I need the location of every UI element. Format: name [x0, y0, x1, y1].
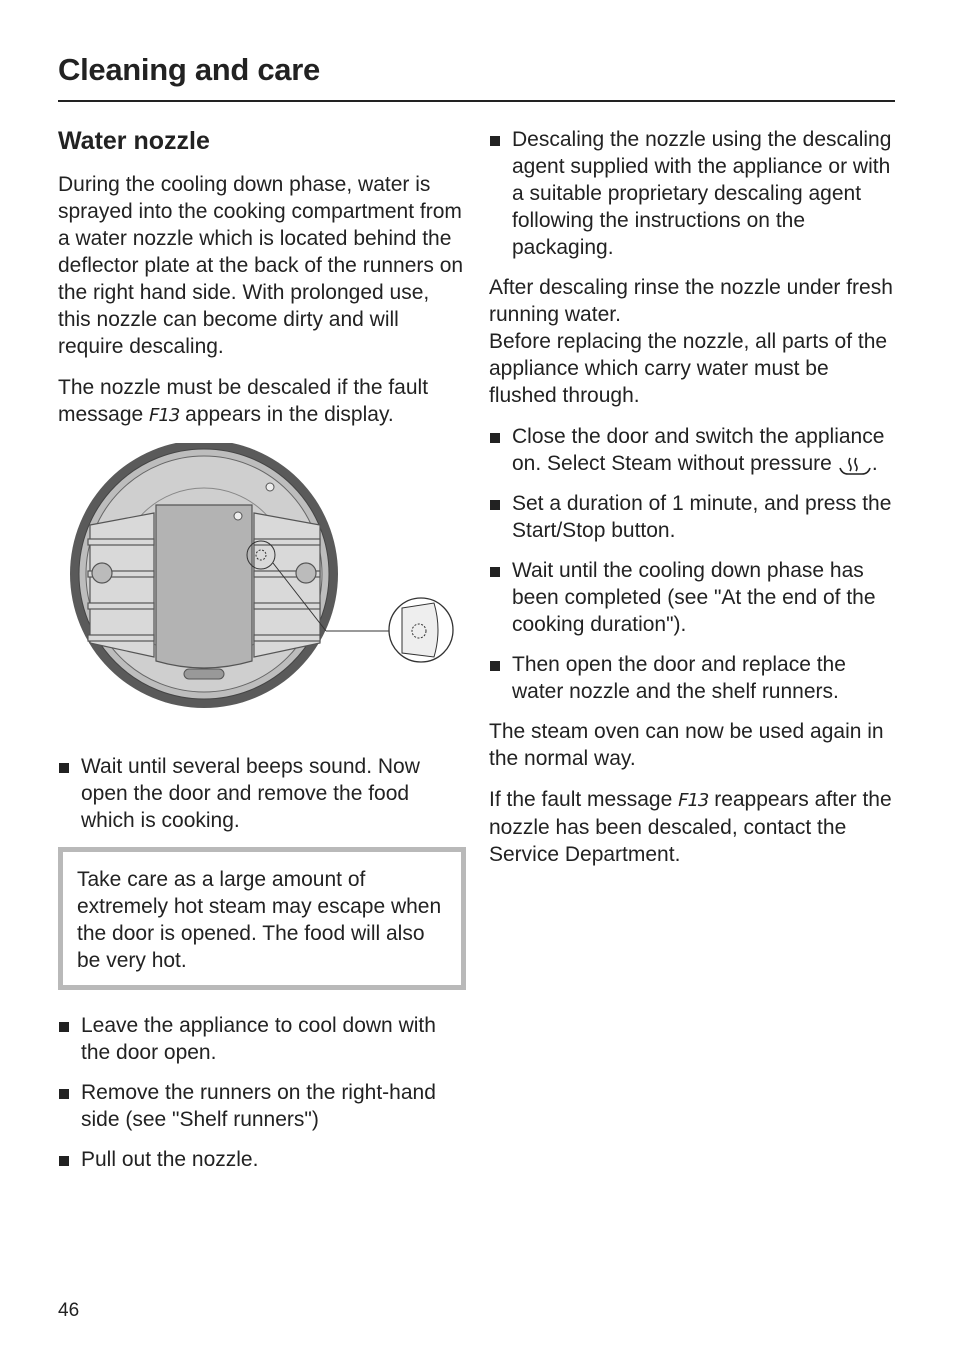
fault-paragraph: The nozzle must be descaled if the fault message F13 appears in the display. — [58, 376, 429, 426]
fault-code: F13 — [149, 405, 180, 426]
flush-paragraph: Before replacing the nozzle, all parts of the appliance which carry water must be flushed through. — [489, 330, 888, 407]
steam-without-pressure-icon — [838, 454, 872, 476]
normal-use-paragraph: The steam oven can now be used again in the normal way. — [489, 720, 884, 770]
bullet-square-icon — [490, 433, 500, 443]
section-heading: Water nozzle — [58, 127, 210, 155]
list-item: Leave the appliance to cool down with the door open. — [58, 1012, 466, 1066]
right-column — [489, 126, 895, 882]
list-item: Wait until the cooling down phase has been completed (see "At the end of the cooking duration"). — [489, 557, 895, 638]
bullet-square-icon — [490, 500, 500, 510]
list-item: Then open the door and replace the water nozzle and the shelf runners. — [489, 651, 895, 705]
oven-interior-illustration — [58, 443, 466, 733]
bullet-square-icon — [59, 1156, 69, 1166]
fault-code: F13 — [678, 790, 709, 811]
page-number: 46 — [58, 1300, 80, 1321]
list-item: Wait until several beeps sound. Now open the door and remove the food which is cooking. — [58, 753, 466, 834]
bullet-square-icon — [59, 1089, 69, 1099]
warning-box: Take care as a large amount of extremely hot steam may escape when the door is opened. The food will also be very hot. — [58, 847, 466, 990]
header-divider — [58, 100, 895, 102]
oven-interior-drawing — [58, 443, 466, 733]
list-item: Descaling the nozzle using the descaling agent supplied with the appliance or with a suitable proprietary descaling agent following the instructions on the packaging. — [489, 126, 895, 261]
bullet-square-icon — [59, 763, 69, 773]
left-column — [58, 126, 466, 1186]
list-item: Close the door and switch the appliance on. Select Steam without pressure . — [489, 423, 895, 477]
list-item: Pull out the nozzle. — [58, 1146, 466, 1173]
list-item: Remove the runners on the right-hand side (see "Shelf runners") — [58, 1079, 466, 1133]
reappears-paragraph: If the fault message F13 reappears after the nozzle has been descaled, contact the Service Department. — [489, 788, 892, 866]
right-shelf-runners — [254, 513, 320, 657]
list-item: Set a duration of 1 minute, and press the Start/Stop button. — [489, 490, 895, 544]
left-shelf-runners — [88, 513, 154, 657]
deflector-plate — [156, 505, 252, 668]
intro-paragraph: During the cooling down phase, water is sprayed into the cooking compartment from a water nozzle which is located behind the deflector plate at the back of the runners on the right hand side. With prolonged use, this nozzle can become dirty and will require descaling. — [58, 173, 464, 358]
bullet-square-icon — [490, 136, 500, 146]
bullet-square-icon — [59, 1022, 69, 1032]
bullet-square-icon — [490, 567, 500, 577]
rinse-paragraph: After descaling rinse the nozzle under fresh running water. — [489, 276, 893, 326]
page-title: Cleaning and care — [58, 52, 320, 87]
bullet-square-icon — [490, 661, 500, 671]
